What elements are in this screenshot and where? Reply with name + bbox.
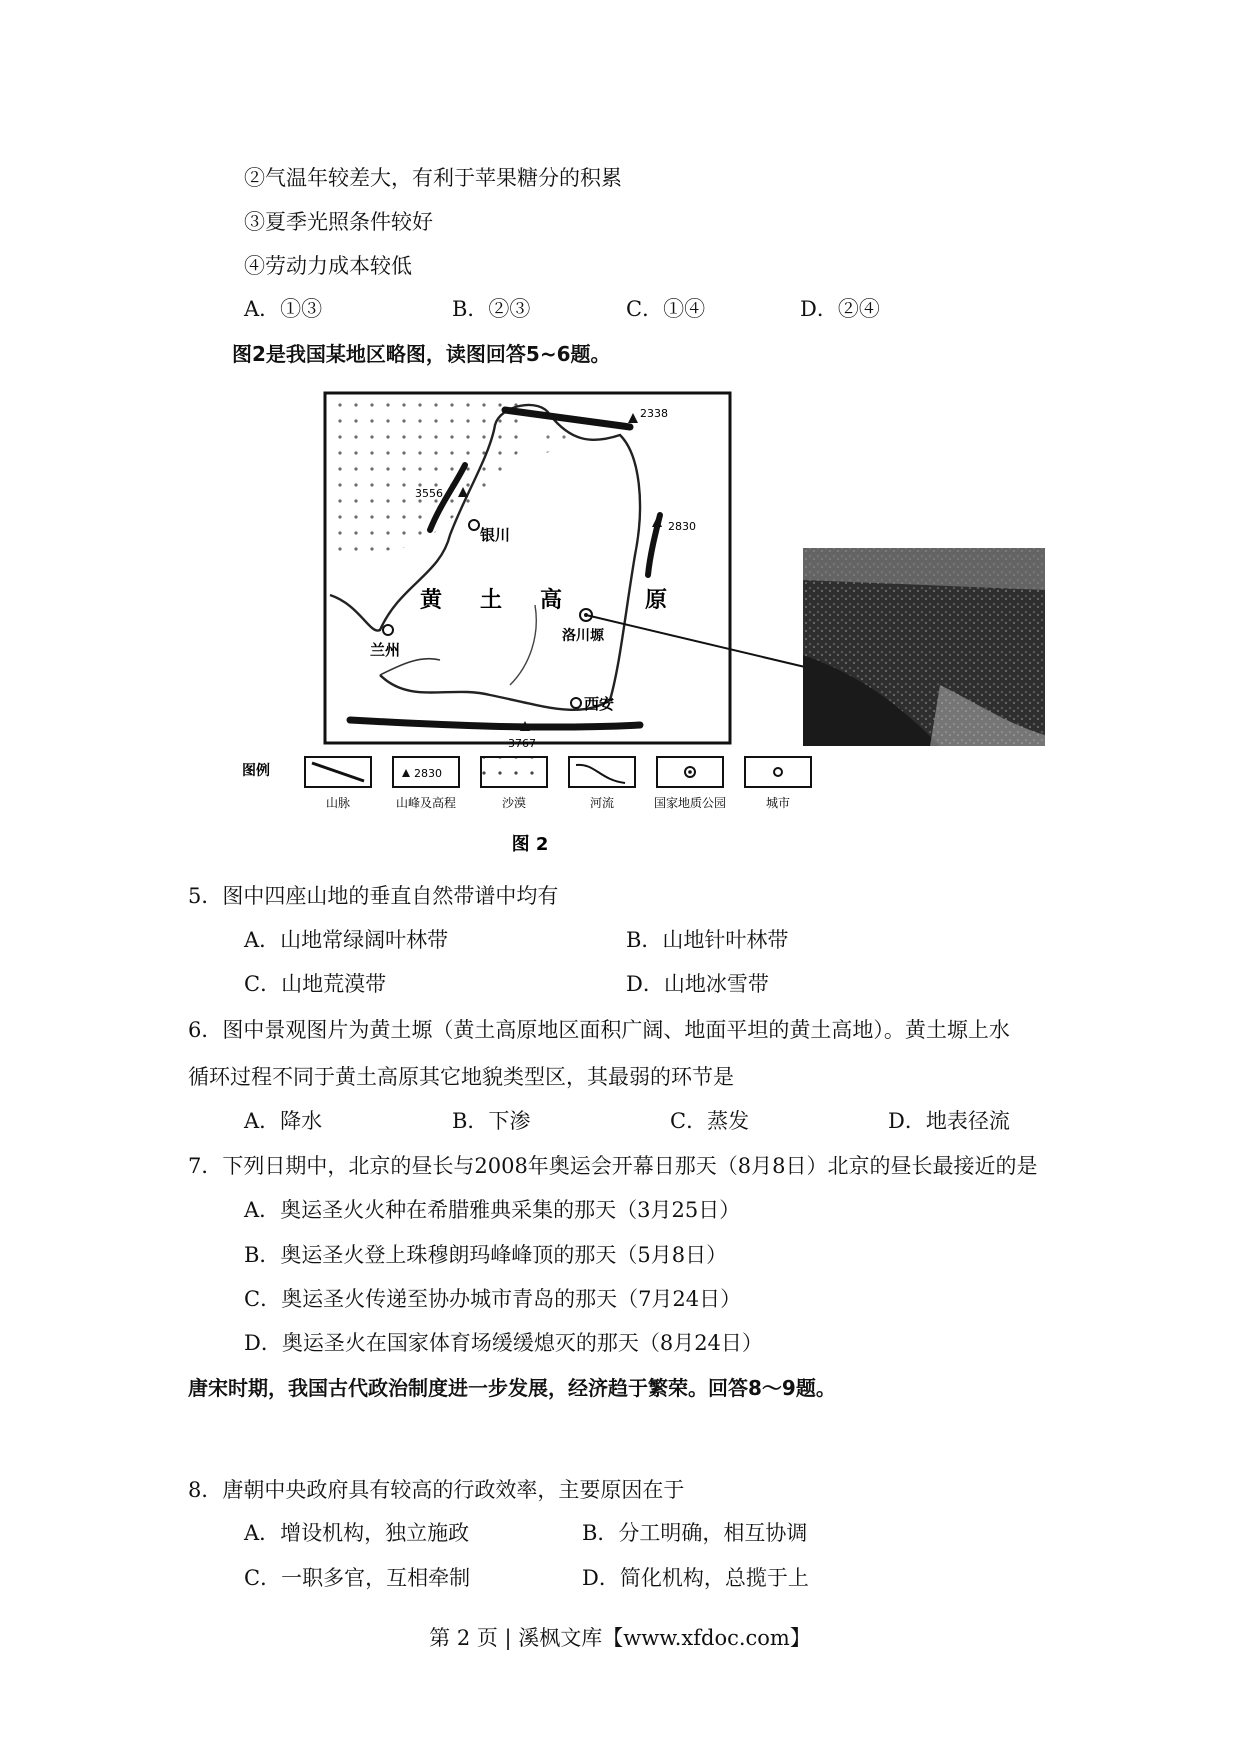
plateau-label-3: 高: [540, 588, 563, 613]
q6-option-b: B．下渗: [452, 1109, 531, 1133]
q5-option-a: A．山地常绿阔叶林带: [244, 928, 449, 952]
q7-stem: 7．下列日期中，北京的昼长与2008年奥运会开幕日那天（8月8日）北京的昼长最接近的是: [188, 1154, 1038, 1178]
legend-title: 图例: [242, 763, 270, 779]
svg-text:河流: 河流: [589, 796, 615, 810]
city-marker: [571, 698, 581, 708]
q4-option-b: B．②③: [452, 297, 531, 321]
city-label: 西安: [584, 695, 615, 713]
plateau-label-2: 土: [480, 588, 503, 613]
figure-intro: 图2是我国某地区略图，读图回答5~6题。: [232, 342, 611, 366]
q5-option-b: B．山地针叶林带: [626, 928, 789, 952]
q5-option-c: C．山地荒漠带: [244, 972, 387, 996]
legend-peak: [393, 757, 459, 810]
legend-city: [745, 757, 811, 810]
q8-option-d: D．简化机构，总揽于上: [582, 1566, 809, 1590]
svg-text:沙漠: 沙漠: [501, 796, 527, 810]
q7-option-c: C．奥运圣火传递至协办城市青岛的那天（7月24日）: [244, 1287, 742, 1311]
q7-option-d: D．奥运圣火在国家体育场缓缓熄灭的那天（8月24日）: [244, 1331, 763, 1355]
q6-stem-line-2: 循环过程不同于黄土高原其它地貌类型区，其最弱的环节是: [188, 1065, 734, 1089]
q7-option-a: A．奥运圣火火种在希腊雅典采集的那天（3月25日）: [244, 1198, 741, 1222]
legend-geopark: [654, 757, 726, 810]
svg-text:山峰及高程: 山峰及高程: [395, 796, 457, 810]
city-marker: [383, 625, 393, 635]
q6-option-d: D．地表径流: [888, 1109, 1010, 1133]
q4-option-a: A．①③: [244, 297, 323, 321]
city-marker: [469, 520, 479, 530]
q8-stem: 8．唐朝中央政府具有较高的行政效率，主要原因在于: [188, 1478, 685, 1502]
page-footer: 第 2 页 | 溪枫文库【www.xfdoc.com】: [429, 1626, 811, 1650]
peak-label: 2830: [668, 520, 696, 533]
section-intro: 唐宋时期，我国古代政治制度进一步发展，经济趋于繁荣。回答8～9题。: [188, 1376, 836, 1400]
svg-text:城市: 城市: [765, 796, 791, 810]
legend-mountain: [305, 757, 371, 810]
q6-option-a: A．降水: [244, 1109, 323, 1133]
plateau-label-1: 黄: [420, 588, 443, 613]
svg-text:山脉: 山脉: [325, 796, 351, 810]
q4-statement-3: ③夏季光照条件较好: [244, 210, 433, 234]
figure-caption: 图 2: [511, 834, 549, 855]
city-label: 兰州: [370, 641, 401, 659]
svg-text:国家地质公园: 国家地质公园: [653, 796, 727, 810]
legend-river: [569, 757, 635, 810]
peak-label: 3767: [508, 737, 536, 750]
q7-option-b: B．奥运圣火登上珠穆朗玛峰峰顶的那天（5月8日）: [244, 1243, 728, 1267]
legend-desert: [481, 757, 547, 810]
q8-option-c: C．一职多官，互相牵制: [244, 1566, 471, 1590]
q5-stem: 5．图中四座山地的垂直自然带谱中均有: [188, 884, 559, 908]
q8-option-a: A．增设机构，独立施政: [244, 1521, 470, 1545]
q4-statement-4: ④劳动力成本较低: [244, 254, 412, 278]
q4-option-c: C．①④: [626, 297, 706, 321]
q4-option-d: D．②④: [800, 297, 880, 321]
landscape-photo: [803, 548, 1045, 746]
svg-text:2830: 2830: [414, 767, 442, 780]
q4-statement-2: ②气温年较差大，有利于苹果糖分的积累: [244, 166, 622, 190]
q5-option-d: D．山地冰雪带: [626, 972, 769, 996]
peak-label: 3556: [415, 487, 443, 500]
geopark-label: 洛川塬: [562, 628, 604, 644]
peak-label: 2338: [640, 407, 668, 420]
q6-option-c: C．蒸发: [670, 1109, 750, 1133]
city-label: 银川: [480, 526, 511, 544]
plateau-label-4: 原: [645, 588, 668, 613]
q8-option-b: B．分工明确，相互协调: [582, 1521, 808, 1545]
q6-stem-line-1: 6．图中景观图片为黄土塬（黄土高原地区面积广阔、地面平坦的黄土高地）。黄土塬上水: [188, 1018, 1010, 1042]
figure-2-map: [240, 385, 1060, 865]
